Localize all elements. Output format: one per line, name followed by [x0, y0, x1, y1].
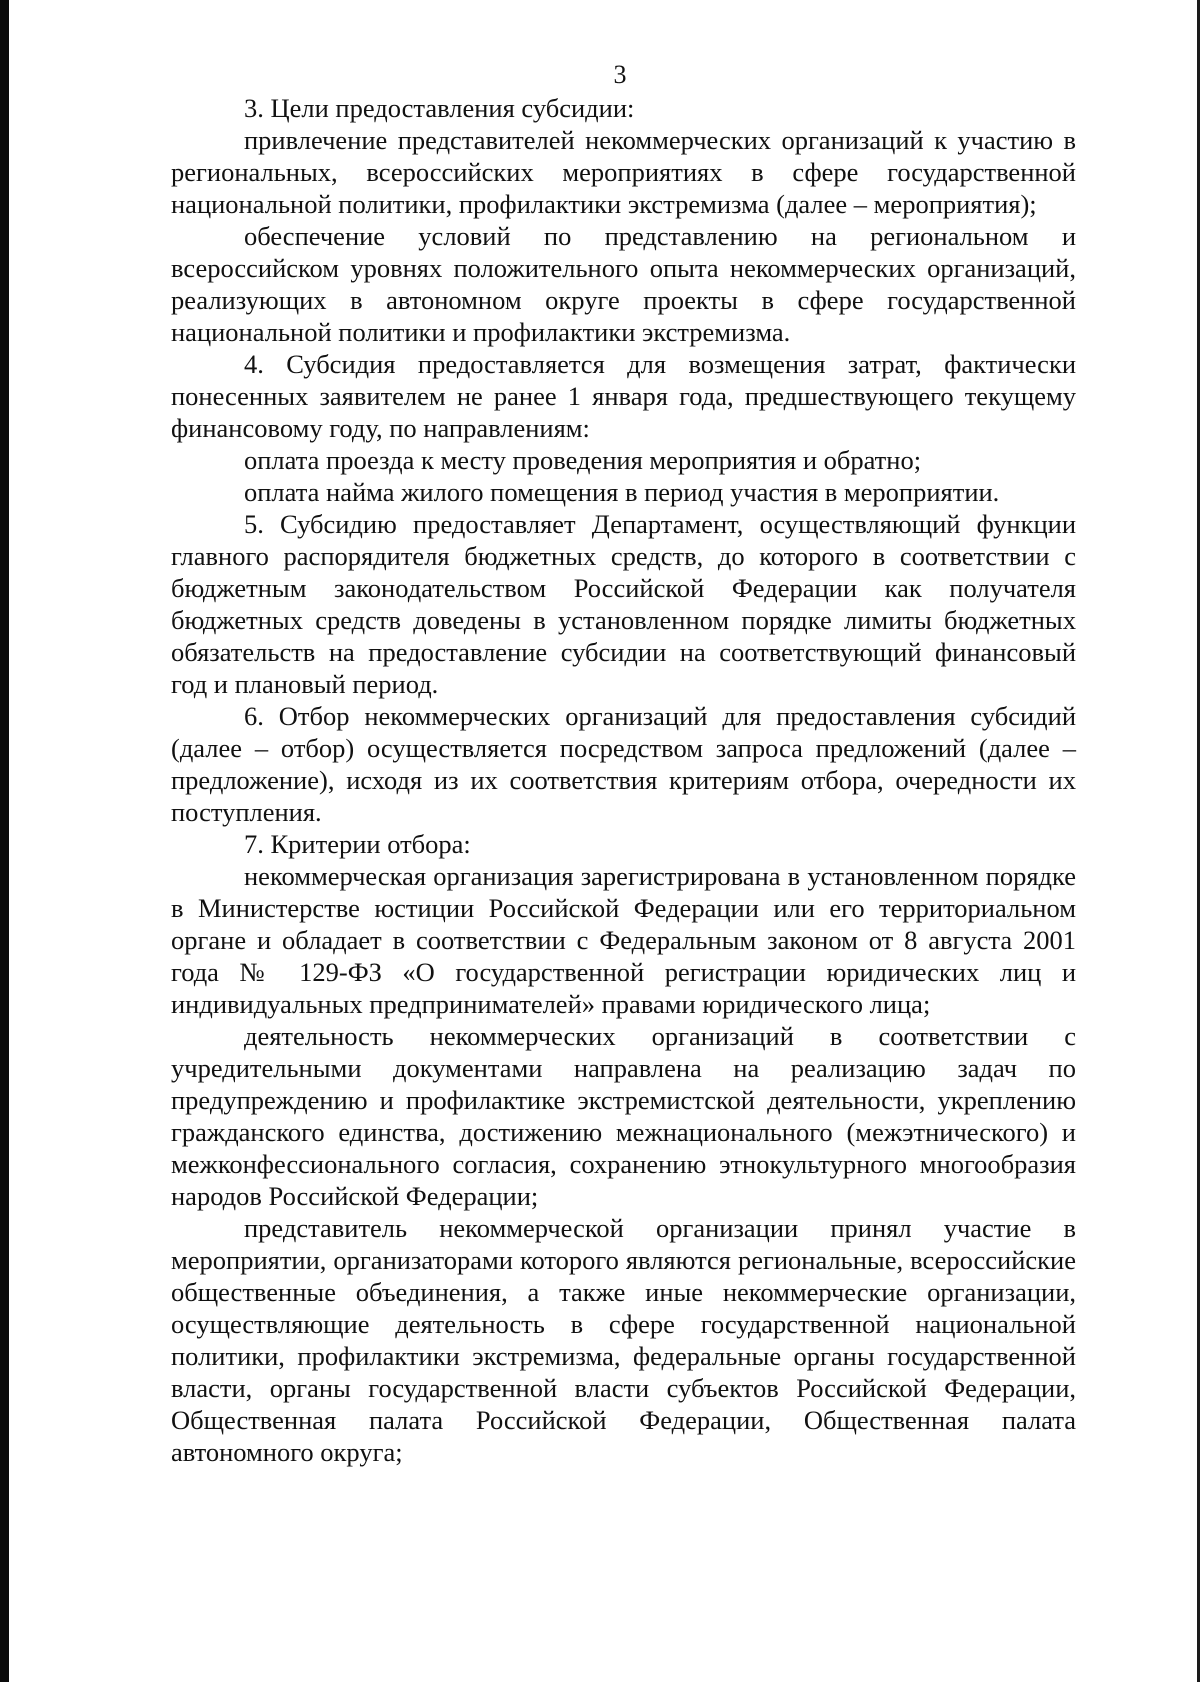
- page-number: 3: [613, 60, 627, 89]
- scan-edge-left: [0, 0, 9, 1682]
- document-body: [171, 92, 1076, 1468]
- paragraph-direction-2: оплата найма жилого помещения в период участия в мероприятии.: [244, 477, 1000, 507]
- paragraph-5: 5. Субсидию предоставляет Департамент, осуществляющий функции главного распорядителя бюджетных средств, до которого в соответствии с бюджетным законодательством Российской Федерации как получателя бюджетных средств доведены в установленном порядке лимиты бюджетных обязательств на предоставление субсидии на соответствующий финансовый год и плановый период.: [171, 509, 1076, 699]
- paragraph-goal-2: обеспечение условий по представлению на региональном и всероссийском уровнях положительного опыта некоммерческих организаций, реализующих в автономном округе проекты в сфере государственной национальной политики и профилактики экстремизма.: [171, 221, 1076, 347]
- paragraph-direction-1: оплата проезда к месту проведения мероприятия и обратно;: [244, 445, 922, 475]
- paragraph-criterion-3: представитель некоммерческой организации принял участие в мероприятии, организаторами которого являются региональные, всероссийские общественные объединения, а также иные некоммерческие организации, осуществляющие деятельность в сфере государственной национальной политики, профилактики экстремизма, федеральные органы государственной власти, органы государственной власти субъектов Российской Федерации, Общественная палата Российской Федерации, Общественная палата автономного округа;: [171, 1213, 1076, 1467]
- paragraph-6: 6. Отбор некоммерческих организаций для предоставления субсидий (далее – отбор) осуществляется посредством запроса предложений (далее – предложение), исходя из их соответствия критериям отбора, очередности их поступления.: [171, 701, 1076, 827]
- paragraph-4: 4. Субсидия предоставляется для возмещения затрат, фактически понесенных заявителем не ранее 1 января года, предшествующего текущему финансовому году, по направлениям:: [171, 349, 1076, 443]
- paragraph-criterion-1: некоммерческая организация зарегистрирована в установленном порядке в Министерстве юстиции Российской Федерации или его территориальном органе и обладает в соответствии с Федеральным законом от 8 августа 2001 года № 129-ФЗ «О государственной регистрации юридических лиц и индивидуальных предпринимателей» правами юридического лица;: [171, 861, 1076, 1019]
- paragraph-goal-1: привлечение представителей некоммерческих организаций к участию в региональных, всероссийских мероприятиях в сфере государственной национальной политики, профилактики экстремизма (далее – мероприятия);: [171, 125, 1076, 219]
- paragraph-criterion-2: деятельность некоммерческих организаций в соответствии с учредительными документами направлена на реализацию задач по предупреждению и профилактике экстремистской деятельности, укреплению гражданского единства, достижению межнационального (межэтнического) и межконфессионального согласия, сохранению этнокультурного многообразия народов Российской Федерации;: [171, 1021, 1076, 1211]
- paragraph-3-heading: 3. Цели предоставления субсидии:: [244, 93, 635, 123]
- paragraph-7-heading: 7. Критерии отбора:: [244, 829, 471, 859]
